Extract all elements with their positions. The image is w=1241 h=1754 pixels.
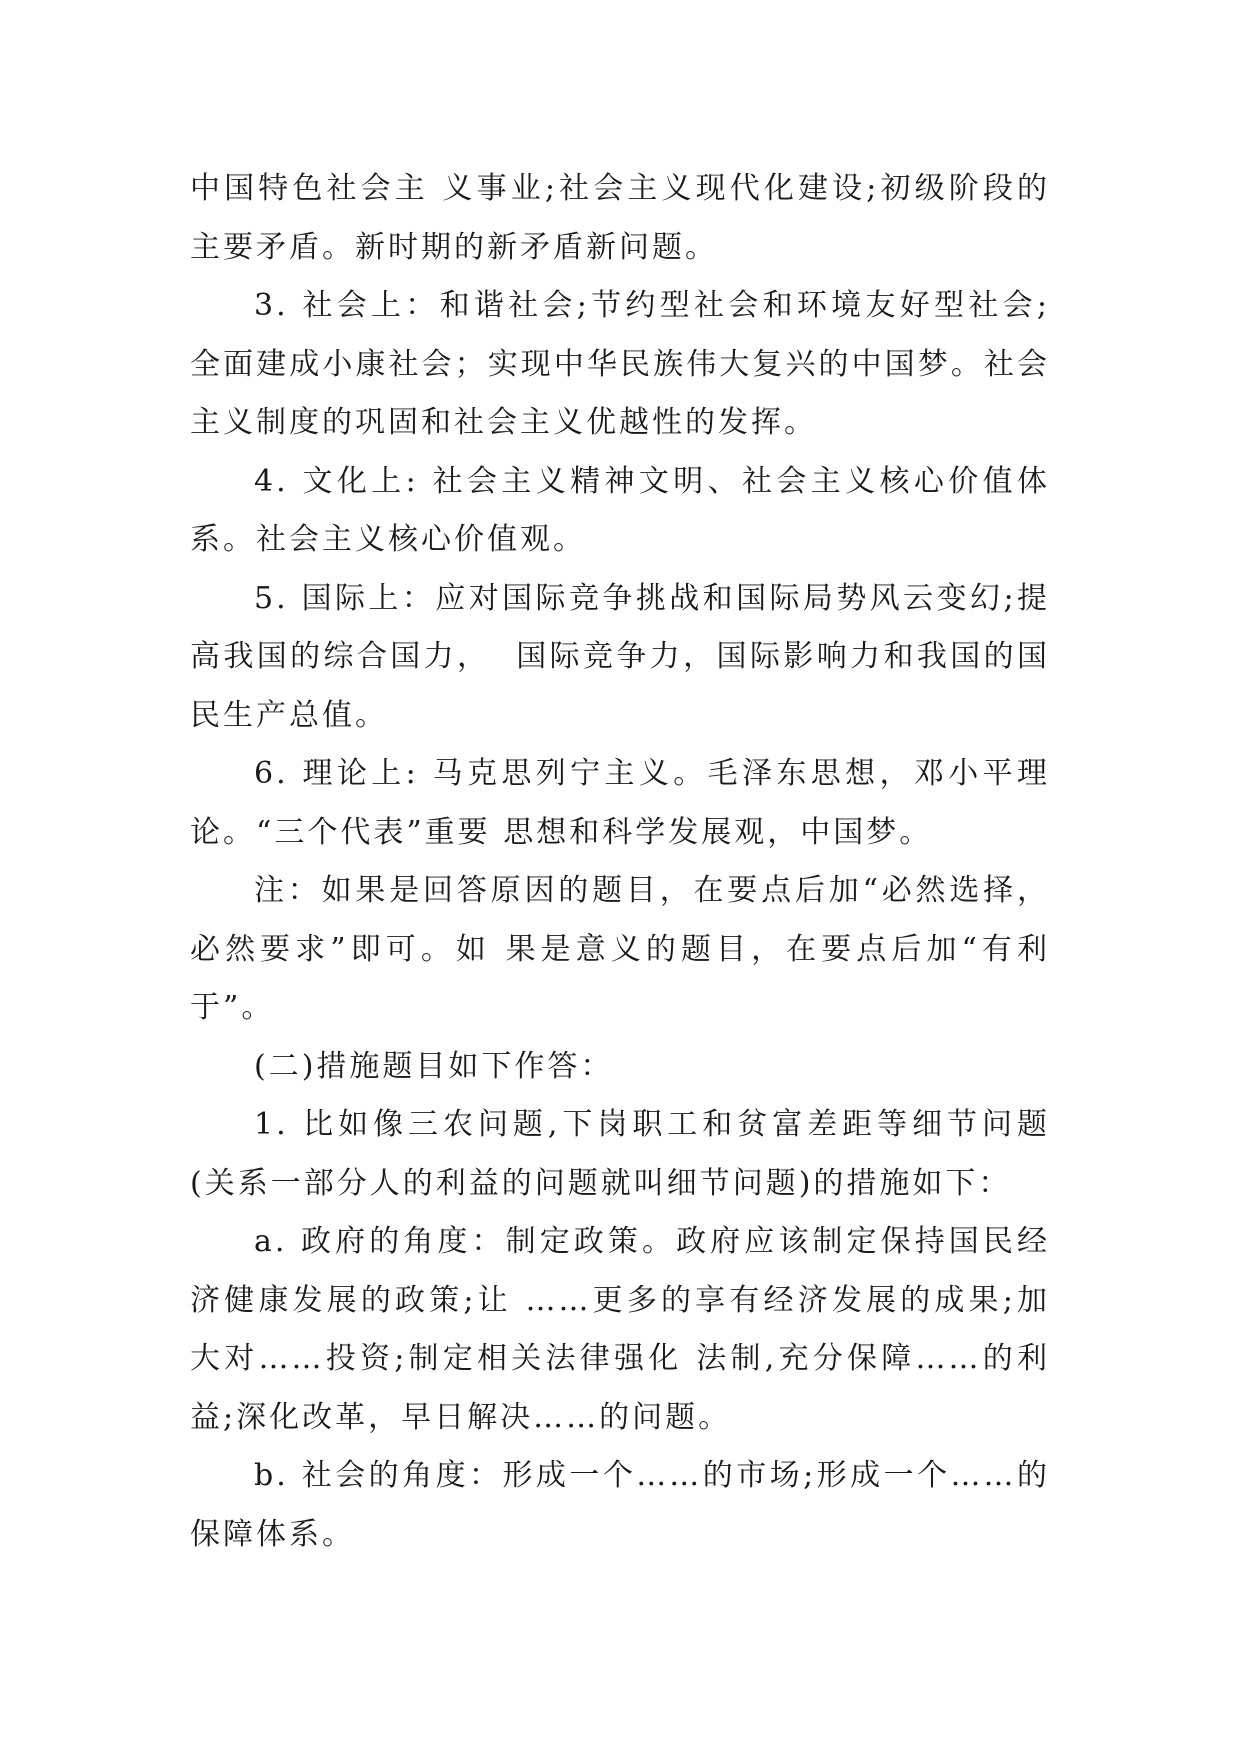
document-body bbox=[190, 160, 1050, 1564]
paragraph-government: a. 政府的角度：制定政策。政府应该制定保持国民经济健康发展的政策;让 ……更多的享有经济发展的成果;加大对……投资;制定相关法律强化 法制,充分保障……的利益;深化改革，早日解决……的问题。 bbox=[190, 1224, 1050, 1435]
paragraph-theory: 6. 理论上: 马克思列宁主义。毛泽东思想，邓小平理论。“三个代表”重要 思想和科学发展观，中国梦。 bbox=[190, 756, 1050, 850]
paragraph-continuation: 中国特色社会主 义事业;社会主义现代化建设;初级阶段的主要矛盾。新时期的新矛盾新问题。 bbox=[190, 171, 1050, 265]
section-heading-measures: (二)措施题目如下作答： bbox=[254, 1048, 614, 1084]
paragraph-international: 5. 国际上：应对国际竞争挑战和国际局势风云变幻;提高我国的综合国力， 国际竞争力，国际影响力和我国的国民生产总值。 bbox=[190, 580, 1050, 733]
paragraph-social: 3. 社会上：和谐社会;节约型社会和环境友好型社会;全面建成小康社会；实现中华民族伟大复兴的中国梦。社会主义制度的巩固和社会主义优越性的发挥。 bbox=[190, 288, 1050, 440]
paragraph-measures-intro: 1. 比如像三农问题,下岗职工和贫富差距等细节问题(关系一部分人的利益的问题就叫细节问题)的措施如下： bbox=[190, 1107, 1050, 1201]
paragraph-note: 注：如果是回答原因的题目，在要点后加“必然选择，必然要求”即可。如 果是意义的题目，在要点后加“有利于”。 bbox=[190, 873, 1050, 1025]
paragraph-society: b. 社会的角度：形成一个……的市场;形成一个……的保障体系。 bbox=[190, 1458, 1050, 1552]
paragraph-culture: 4. 文化上: 社会主义精神文明、社会主义核心价值体系。社会主义核心价值观。 bbox=[190, 463, 1050, 557]
